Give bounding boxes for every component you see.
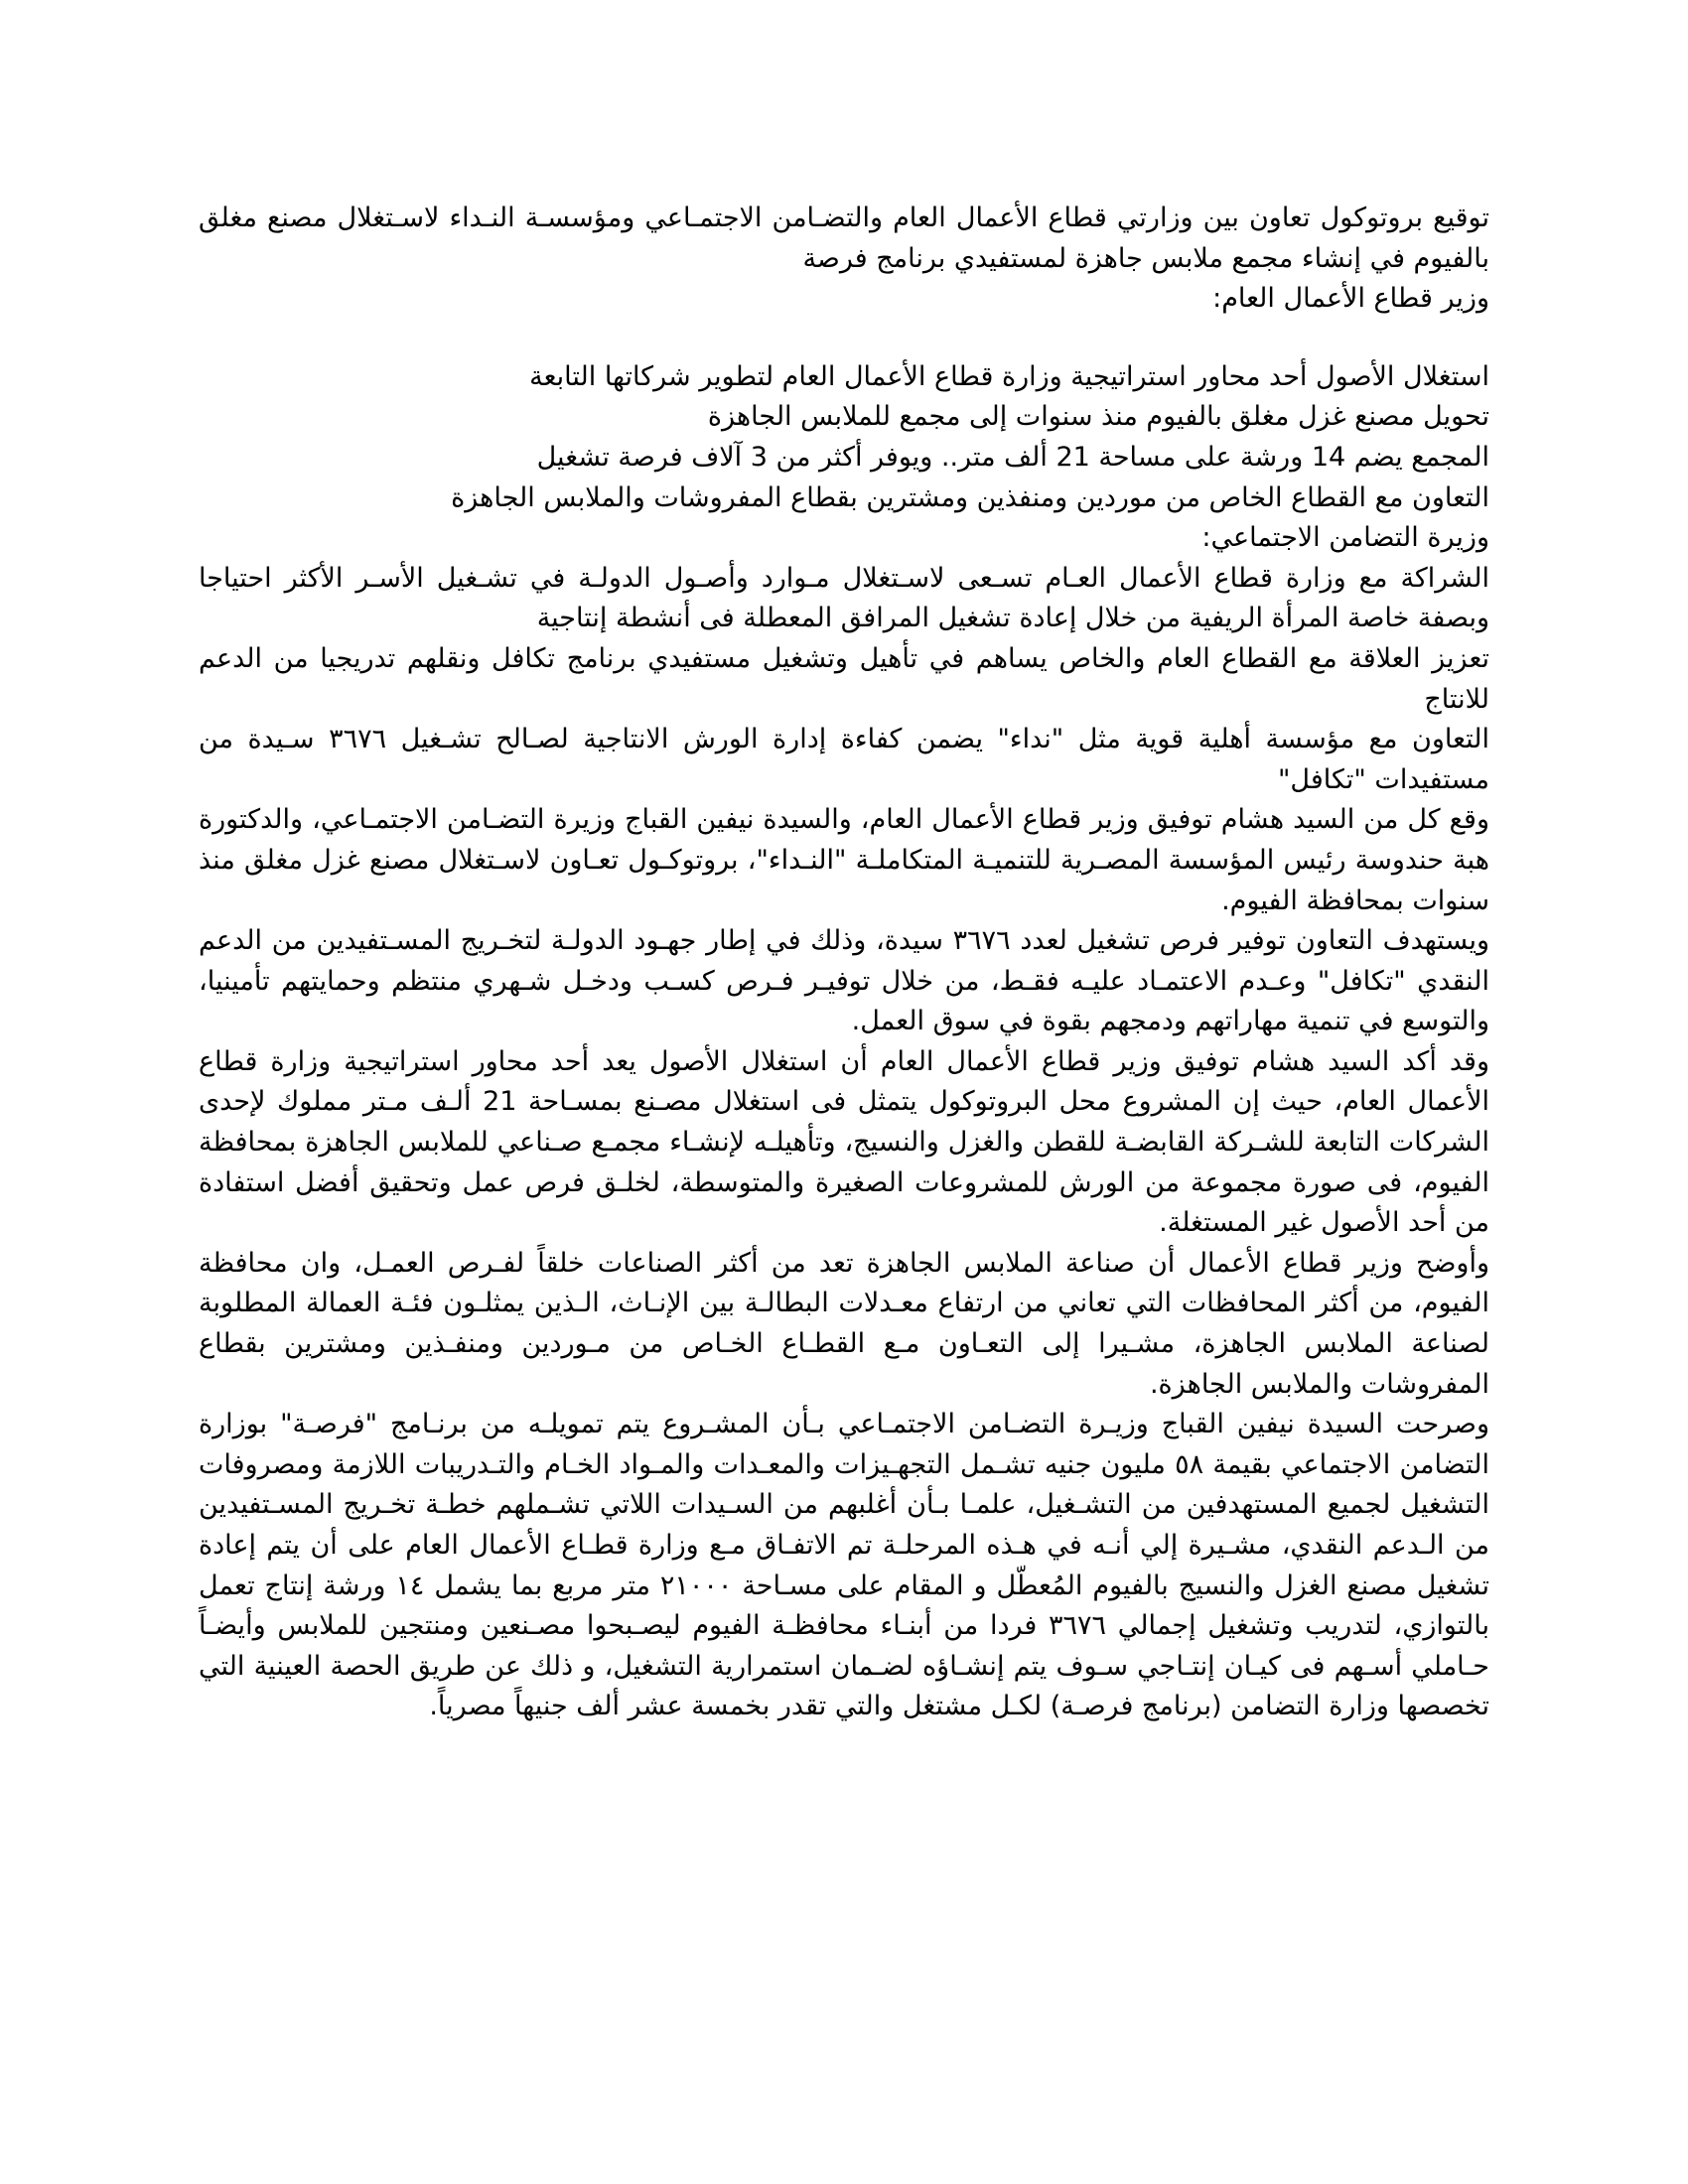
body-paragraph: وقد أكد السيد هشام توفيق وزير قطاع الأعمال العام أن استغلال الأصول يعد أحد محاور استراتيجية وزارة قطاع الأعمال العام، حيث إن المشروع محل البروتوكول يتمثل فى استغلال مصـنع بمسـاحة 21 ألـف مـتر مملوك لإحدى الشركات التابعة للشـركة القابضـة للقطن والغزل والنسيج، وتأهيلـه لإنشـاء مجمـع صـناعي للملابس الجاهزة بمحافظة الفيوم، فى صورة مجموعة من الورش للمشروعات الصغيرة والمتوسطة، لخلـق فرص عمل وتحقيق أفضل استفادة من أحد الأصول غير المستغلة.: [199, 1045, 1489, 1239]
document-body: [199, 199, 1489, 1727]
minister-point: تحويل مصنع غزل مغلق بالفيوم منذ سنوات إلى مجمع للملابس الجاهزة: [707, 401, 1489, 433]
body-paragraph: وأوضح وزير قطاع الأعمال أن صناعة الملابس الجاهزة تعد من أكثر الصناعات خلقاً لفـرص العمـل، وان محافظة الفيوم، من أكثر المحافظات التي تعاني من ارتفاع معـدلات البطالـة بين الإنـاث، الـذين يمثلـون فئـة العمالة المطلوبة لصناعة الملابس الجاهزة، مشـيرا إلى التعـاون مـع القطـاع الخـاص من مـوردين ومنفـذين ومشترين بقطاع المفروشات والملابس الجاهزة.: [199, 1247, 1489, 1400]
body-paragraph: وصرحت السيدة نيفين القباج وزيـرة التضـامن الاجتمـاعي بـأن المشـروع يتم تمويلـه من برنـامج "فرصـة" بوزارة التضامن الاجتماعي بقيمة ٥٨ مليون جنيه تشـمل التجهـيزات والمعـدات والمـواد الخـام والتـدريبات اللازمة ومصروفات التشغيل لجميع المستهدفين من التشـغيل، علمـا بـأن أغلبهم من السـيدات اللاتي تشـملهم خطـة تخـريج المسـتفيدين من الـدعم النقدي، مشـيرة إلي أنـه في هـذه المرحلـة تم الاتفـاق مـع وزارة قطـاع الأعمال العام على أن يتم إعادة تشغيل مصنع الغزل والنسيج بالفيوم المُعطّل و المقام على مسـاحة ٢١٠٠٠ متر مربع بما يشمل ١٤ ورشة إنتاج تعمل بالتوازي، لتدريب وتشغيل إجمالي ٣٦٧٦ فردا من أبنـاء محافظـة الفيوم ليصـبحوا مصـنعين ومنتجين للملابس وأيضـاً حـاملي أسـهم فى كيـان إنتـاجي سـوف يتم إنشـاؤه لضـمان استمرارية التشغيل، و ذلك عن طريق الحصة العينية التي تخصصها وزارة التضامن (برنامج فرصـة) لكـل مشتغل والتي تقدر بخمسة عشر ألف جنيهاً مصرياً.: [199, 1409, 1489, 1722]
minister-point: المجمع يضم 14 ورشة على مساحة 21 ألف متر.. ويوفر أكثر من 3 آلاف فرصة تشغيل: [536, 441, 1489, 473]
minister-point: استغلال الأصول أحد محاور استراتيجية وزارة قطاع الأعمال العام لتطوير شركاتها التابعة: [529, 360, 1489, 392]
body-paragraph: ويستهدف التعاون توفير فرص تشغيل لعدد ٣٦٧٦ سيدة، وذلك في إطار جهـود الدولـة لتخـريج المسـتفيدين من الدعم النقدي "تكافل" وعـدم الاعتمـاد عليـه فقـط، من خلال توفيـر فـرص كسـب ودخـل شـهري منتظم وحمايتهم تأمينيا، والتوسع في تنمية مهاراتهم ودمجهم بقوة في سوق العمل.: [199, 925, 1490, 1037]
social-minister-heading: وزيرة التضامن الاجتماعي:: [1201, 522, 1489, 554]
document-header: [199, 199, 1489, 320]
body-paragraph: تعزيز العلاقة مع القطاع العام والخاص يساهم في تأهيل وتشغيل مستفيدي برنامج تكافل ونقلهم تدريجيا من الدعم للانتاج: [199, 642, 1489, 715]
minister-points: [199, 357, 1489, 559]
body-paragraph: وقع كل من السيد هشام توفيق وزير قطاع الأعمال العام، والسيدة نيفين القباج وزيرة التضـامن الاجتمـاعي، والدكتورة هبة حندوسة رئيس المؤسسة المصـرية للتنميـة المتكاملـة "النـداء"، بروتوكـول تعـاون لاسـتغلال مصنع غزل مغلق منذ سنوات بمحافظة الفيوم.: [199, 804, 1489, 916]
minister-point: التعاون مع القطاع الخاص من موردين ومنفذين ومشترين بقطاع المفروشات والملابس الجاهزة: [451, 481, 1489, 513]
body-paragraph: الشراكة مع وزارة قطاع الأعمال العـام تسـعى لاسـتغلال مـوارد وأصـول الدولـة في تشـغيل الأسـر الأكثر احتياجا وبصفة خاصة المرأة الريفية من خلال إعادة تشغيل المرافق المعطلة فى أنشطة إنتاجية: [199, 562, 1489, 634]
section-spacer: [199, 320, 1489, 357]
body-paragraph: التعاون مع مؤسسة أهلية قوية مثل "نداء" يضمن كفاءة إدارة الورش الانتاجية لصـالح تشـغيل ٣٦٧٦ سـيدة من مستفيدات "تكافل": [199, 724, 1489, 795]
minister-heading: وزير قطاع الأعمال العام:: [1212, 283, 1489, 315]
document-title: توقيع بروتوكول تعاون بين وزارتي قطاع الأعمال العام والتضـامن الاجتمـاعي ومؤسسـة النـداء لاسـتغلال مصنع مغلق بالفيوم في إنشاء مجمع ملابس جاهزة لمستفيدي برنامج فرصة: [199, 203, 1489, 274]
